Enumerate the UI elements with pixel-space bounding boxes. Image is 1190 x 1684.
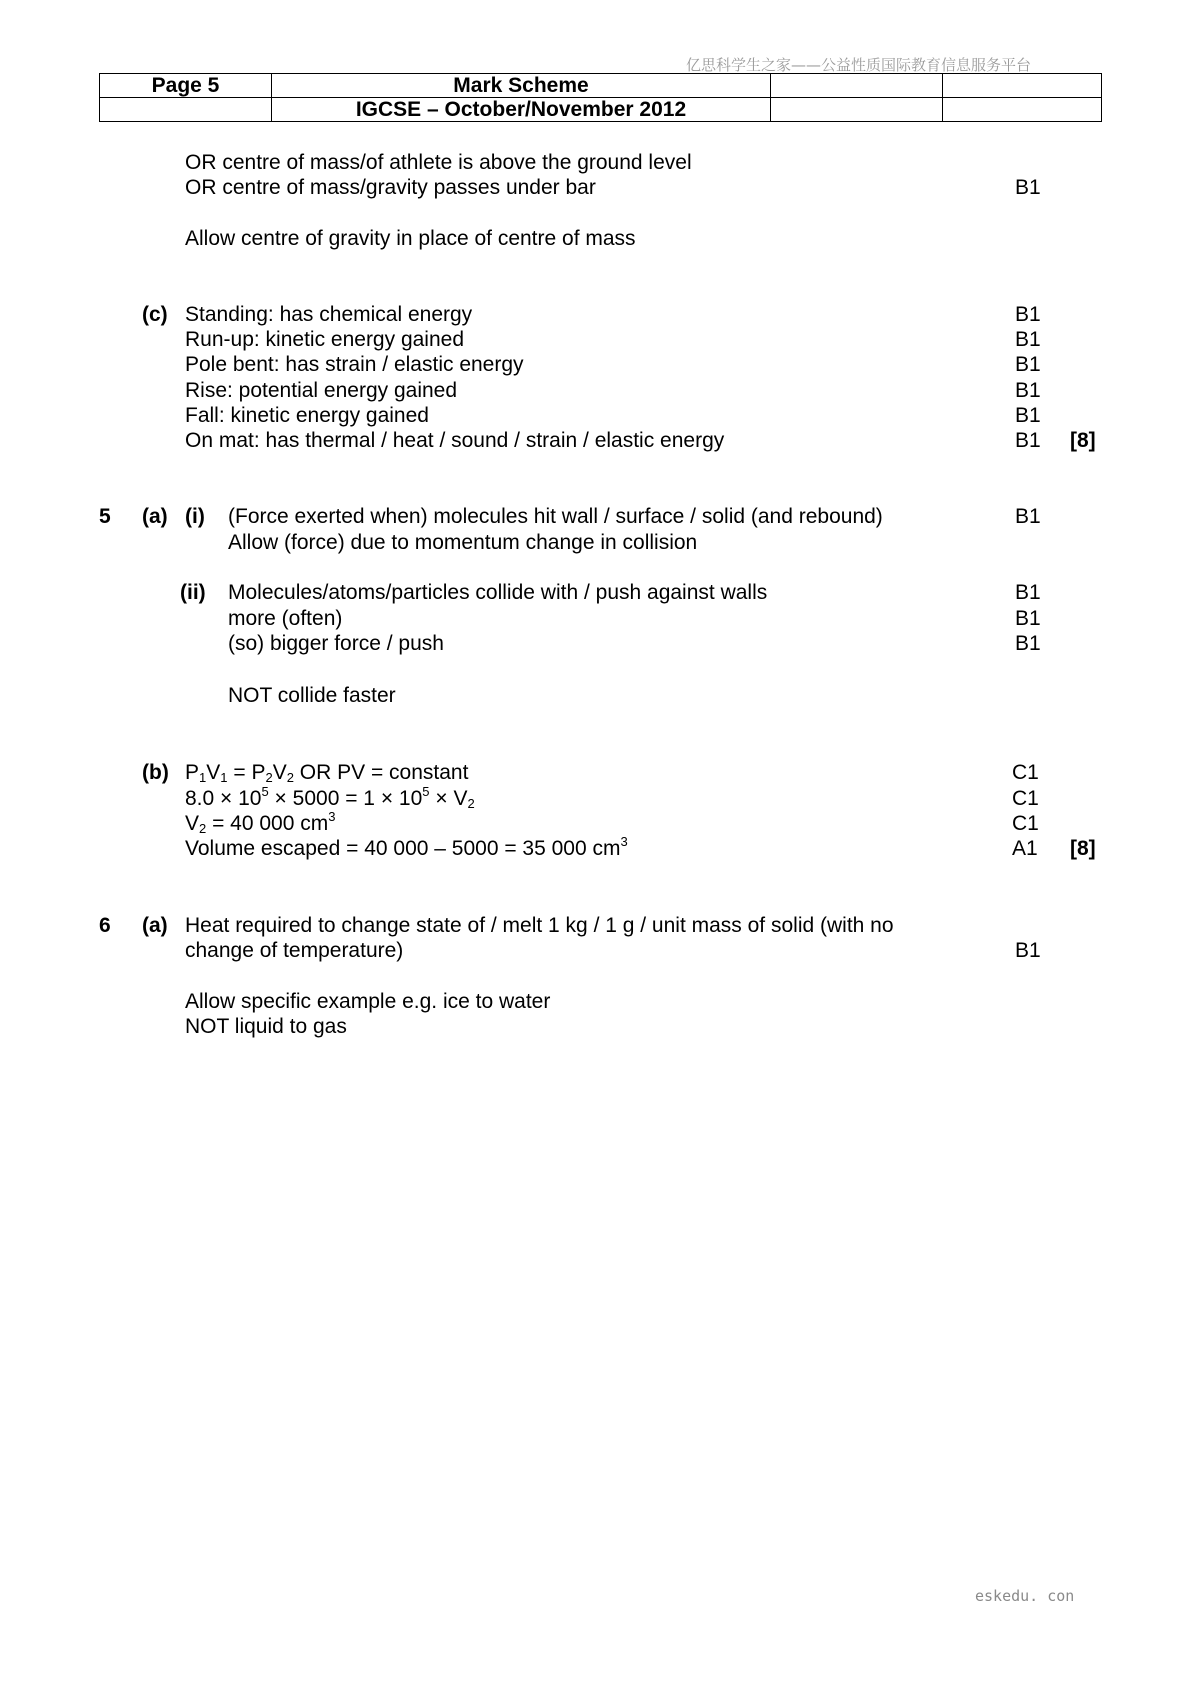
answer-line: Fall: kinetic energy gained xyxy=(185,404,429,427)
mark-code: B1 xyxy=(1015,176,1041,199)
page-number: Page 5 xyxy=(100,74,272,98)
mark-code: B1 xyxy=(1015,353,1041,376)
document-title: Mark Scheme xyxy=(272,74,771,98)
subpart-label: (i) xyxy=(185,505,205,528)
mark-code: C1 xyxy=(1012,761,1039,784)
subpart-label: (ii) xyxy=(180,581,206,604)
answer-line: On mat: has thermal / heat / sound / strain / elastic energy xyxy=(185,429,725,452)
answer-line: (Force exerted when) molecules hit wall / surface / solid (and rebound) xyxy=(228,505,883,528)
header-table xyxy=(99,73,1102,122)
marking-note: Allow (force) due to momentum change in collision xyxy=(228,531,698,554)
mark-code: B1 xyxy=(1015,939,1041,962)
answer-line: more (often) xyxy=(228,607,343,630)
answer-line: change of temperature) xyxy=(185,939,404,962)
header-empty-cell xyxy=(943,74,1102,98)
mark-code: B1 xyxy=(1015,505,1041,528)
mark-code: C1 xyxy=(1012,812,1039,835)
question-total: [8] xyxy=(1070,837,1096,860)
mark-code: B1 xyxy=(1015,581,1041,604)
header-empty-cell xyxy=(100,98,272,122)
part-label: (a) xyxy=(142,914,168,937)
marking-note: Allow specific example e.g. ice to water xyxy=(185,990,551,1013)
header-empty-cell xyxy=(943,98,1102,122)
mark-code: C1 xyxy=(1012,787,1039,810)
mark-code: B1 xyxy=(1015,607,1041,630)
marking-note: Allow centre of gravity in place of centre of mass xyxy=(185,227,636,250)
mark-code: B1 xyxy=(1015,379,1041,402)
answer-line: OR centre of mass/of athlete is above the ground level xyxy=(185,151,692,174)
marking-note: NOT collide faster xyxy=(228,684,396,707)
equation-line: $P_1V_1 = P_2V_2$ OR PV = constant xyxy=(185,761,469,785)
answer-line: OR centre of mass/gravity passes under bar xyxy=(185,176,596,199)
part-label: (c) xyxy=(142,303,168,326)
mark-code: B1 xyxy=(1015,328,1041,351)
equation-line: $V_2 = 40$ 000 $cm^3$ xyxy=(185,809,336,836)
header-empty-cell xyxy=(771,98,943,122)
exam-session: IGCSE – October/November 2012 xyxy=(272,98,771,122)
answer-line: Rise: potential energy gained xyxy=(185,379,458,402)
part-label: (b) xyxy=(142,761,169,784)
footer-watermark: eskedu. con xyxy=(975,1587,1075,1605)
equation-line: $8.0 \times 10^5 \times 5000 = 1 \times 10^5 \times V_2$ xyxy=(185,784,475,811)
answer-line: (so) bigger force / push xyxy=(228,632,444,655)
header-empty-cell xyxy=(771,74,943,98)
watermark-text: 亿思科学生之家——公益性质国际教育信息服务平台 xyxy=(686,56,1032,74)
marking-note: NOT liquid to gas xyxy=(185,1015,347,1038)
equation-line: Volume escaped = 40 000 – 5000 = 35 000 $cm^3$ xyxy=(185,834,628,860)
question-number: 5 xyxy=(99,505,111,528)
answer-line: Run-up: kinetic energy gained xyxy=(185,328,465,351)
question-number: 6 xyxy=(99,914,111,937)
mark-code: B1 xyxy=(1015,303,1041,326)
mark-code: A1 xyxy=(1012,837,1038,860)
question-total: [8] xyxy=(1070,429,1096,452)
answer-line: Pole bent: has strain / elastic energy xyxy=(185,353,524,376)
mark-code: B1 xyxy=(1015,404,1041,427)
answer-line: Heat required to change state of / melt 1 kg / 1 g / unit mass of solid (with no xyxy=(185,914,894,937)
mark-code: B1 xyxy=(1015,632,1041,655)
part-label: (a) xyxy=(142,505,168,528)
answer-line: Molecules/atoms/particles collide with / push against walls xyxy=(228,581,768,604)
mark-code: B1 xyxy=(1015,429,1041,452)
answer-line: Standing: has chemical energy xyxy=(185,303,473,326)
